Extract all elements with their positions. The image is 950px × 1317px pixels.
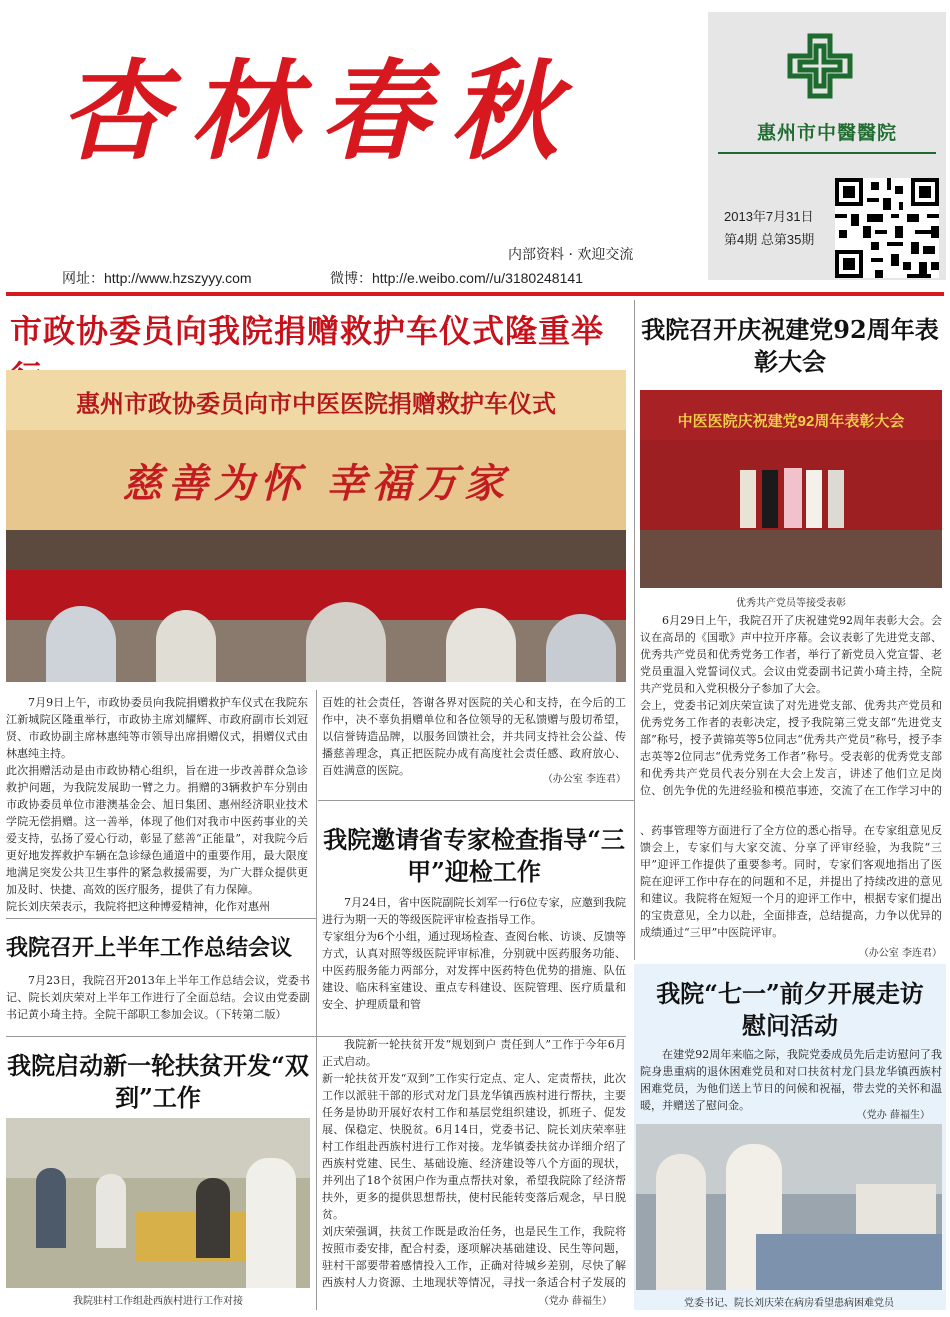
inspection-headline: 我院邀请省专家检查指导“三甲”迎检工作 [323,825,625,886]
website-link[interactable]: 网址：http://www.hzszyyy.com [62,270,252,286]
lead-body: 7月9日上午，市政协委员向我院捐赠救护车仪式在我院东江新城院区隆重举行，市政协主席刘耀辉、市政府副市长刘冠贤、市政协副主席林惠纯等市领导出席捐赠仪式，捐赠仪式由林惠纯主持。 此次捐赠活动是由市政协精心组织，旨在进一步改善群众急诊救护问题，为我院发展助一臂之力。捐赠的3辆救护车分别由市政协委员单位市港澳基金会、旭日集团、惠州经济职业技术学院无偿捐赠。这一善举，体现了他们对我市中医药事业的关爱支持，弘扬了爱心行动，彰显了慈善“正能量”，对我院今后更好地发挥救护车辆在急诊绿色通道中的重要作用，最大限度地满足突发公共卫生事件的紧急救援需要，为广大群众提供更加及时、快捷、高效的医疗服务，提供了有力保障。 院长刘庆荣表示，我院将把这种博爱精神，化作对惠州 [6,696,308,913]
lead-headline: 市政协委员向我院捐赠救护车仪式隆重举 [10,313,605,349]
section-divider [6,918,316,919]
section-divider [318,800,634,801]
issue-date: 2013年7月31日 [724,209,814,224]
hospital-logo-icon [786,32,854,100]
visit-photo [636,1124,942,1290]
poverty-body: 我院新一轮扶贫开发“规划到户 责任到人”工作于今年6月正式启动。 新一轮扶贫开发“双到”工作实行定点、定人、定责帮扶，此次工作以派驻干部的形式对龙门县龙华镇西族村进行帮扶，主要任务是协助开展好农村工作和基层党组织建设，抓班子、促发展、保稳定、快脱贫。6月14日，党委书记、院长刘庆荣率驻村工作组赴西族村进行工作对接。龙华镇委扶贫办详细介绍了西族村党建、民生、基础设施、经济建设等八个方面的现状，并列出了18个贫困户作为重点帮扶对象，希望我院除了经济帮扶外，更多的提供思想帮扶，使村民能转变落后观念，早日脱贫。 刘庆荣强调，扶贫工作既是政治任务，也是民生工作，我院将按照市委安排，配合村委，逐项解决基础建设、民生等问题，驻村干部要带着感情投入工作，正确对待城乡差别，尽快了解西族村人力资源、土地现状等情况，寻找一条适合村子发展的 [322,1038,626,1289]
hospital-divider [718,152,936,154]
summary-body: 7月23日，我院召开2013年上半年工作总结会议，党委书记、院长刘庆荣对上半年工作进行了全面总结。会议由党委副书记黄小琦主持。全院干部职工参加会议。（下转第二版） [6,974,310,1021]
poverty-photo-caption: 我院驻村工作组赴西族村进行工作对接 [73,1296,243,1307]
qr-code-icon [835,178,939,278]
poverty-photo [6,1118,310,1288]
masthead-divider [6,292,944,296]
lead-body-continued: 百姓的社会责任，答谢各界对医院的关心和支持，在今后的工作中，决不辜负捐赠单位和各位领导的无私馈赠与殷切希望，以信誉铸造品牌，以服务回馈社会，并共同支持社会公益、传播慈善理念，真正把医院办成有高度社会责任感、政府放心、百姓满意的医院。 [322,696,626,777]
issue-number: 第4期 总第35期 [724,232,815,247]
party-photo-caption: 优秀共产党员等接受表彰 [736,598,846,609]
visit-headline: 我院“七一”前夕开展走访慰问活动 [656,979,924,1040]
newspaper-title: 杏林春秋 [60,49,581,175]
party-headline: 我院召开庆祝建党92周年表彰大会 [641,315,939,376]
lead-photo [6,370,626,682]
poverty-headline: 我院启动新一轮扶贫开发“双到”工作 [7,1051,309,1112]
hospital-name: 惠州市中醫醫院 [756,122,897,144]
lead-photo-banner: 惠州市政协委员向市中医医院捐赠救护车仪式 [76,391,556,418]
weibo-link[interactable]: 微博：http://e.weibo.com//u/3180248141 [330,270,583,286]
column-divider [634,300,635,960]
visit-byline: （党办 薛福生） [856,1110,930,1121]
inspection-body: 7月24日，省中医院副院长刘军一行6位专家，应邀到我院进行为期一天的等级医院评审检查指导工作。 专家组分为6个小组，通过现场检查、查阅台帐、访谈、反馈等方式，认真对照等级医院评审标准，分别就中医药服务功能、中医药服务能力两部分，对发挥中医药特色优势的措施、队伍建设、临床科室建设、重点专科建设、医院管理、医疗质量和安全、护理质量和管 [322,896,626,1011]
inspection-byline: （办公室 李连君） [858,948,942,959]
lead-byline: （办公室 李连君） [542,774,626,785]
lead-photo-slogan: 慈善为怀 幸福万家 [122,460,510,507]
poverty-byline: （党办 薛福生） [538,1296,612,1307]
party-photo-banner: 中医医院庆祝建党92周年表彰大会 [677,413,905,430]
tagline: 内部资料 · 欢迎交流 [508,247,634,263]
summary-headline: 我院召开上半年工作总结会议 [6,935,293,961]
inspection-body-continued: 、药事管理等方面进行了全方位的悉心指导。在专家组意见反馈会上，专家们与大家交流、分享了评审经验，为我院“三甲”迎评工作提供了重要参考。同时，专家们客观地指出了医院在迎评工作中存在的问题和不足，并提出了持续改进的意见和建议。我院将在短短一个月的迎评工作中，根据专家们提出的宝贵意见，全力以赴，全面排查，总结提高，力争以优异的成绩通过“三甲”中医院评审。 [640,824,942,939]
visit-photo-caption: 党委书记、院长刘庆荣在病房看望患病困难党员 [684,1298,894,1309]
party-photo [640,390,942,588]
party-body: 6月29日上午，我院召开了庆祝建党92周年表彰大会。会议在高昂的《国歌》声中拉开序幕。会议表彰了先进党支部、优秀共产党员和优秀党务工作者，举行了新党员入党宣誓、老党员重温入党誓词仪式。会议由党委副书记黄小琦主持，全院共产党员和入党积极分子参加了大会。 会上，党委书记刘庆荣宣读了对先进党支部、优秀共产党员和优秀党务工作者的表彰决定，授予我院第三党支部“先进党支部”称号，授予黄锦英等5位同志“优秀共产党员”称号，授予李志英等2位同志“优秀党务工作者”称号。受表彰的优秀党支部和优秀共产党员代表分别在大会上发言，讲述了他们立足岗位、创先争优的先进经验和模范事迹，交流了在工作学习中的 [640,614,942,796]
column-divider [316,690,317,1310]
visit-body: 在建党92周年来临之际，我院党委成员先后走访慰问了我院身患重病的退休困难党员和对口扶贫村龙门县龙华镇西族村困难党员，为他们送上节日的问候和祝福，带去党的关怀和温暖，并赠送了慰问金。 [640,1048,942,1112]
